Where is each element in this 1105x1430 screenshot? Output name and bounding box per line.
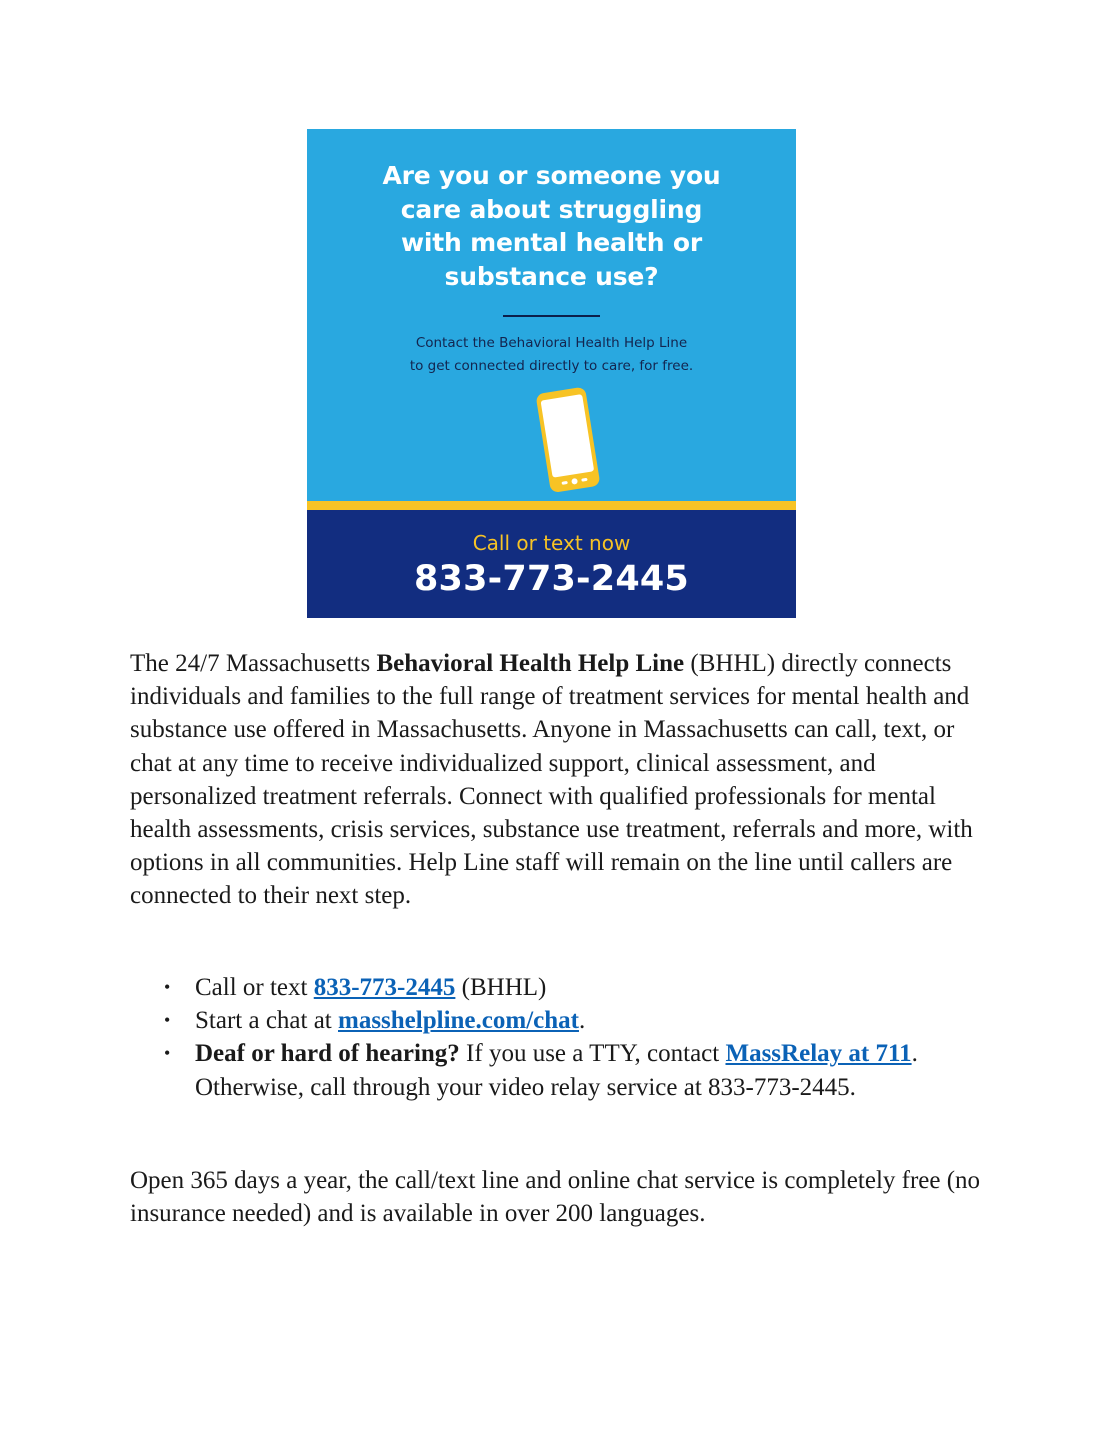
intro-body: (BHHL) directly connects individuals and families to the full range of treatment services for mental health and substance use offered in Massachusetts. Anyone in Massachusetts can call, text, or chat at any time to receive individualized support, clinical assessment, and personalized treatment referrals. Connect with qualified professionals for mental health assessments, crisis services, substance use treatment, referrals and more, with options in all communities. Help Line staff will remain on the line until callers are connected to their next step. bbox=[130, 650, 973, 910]
deaf-suffix: . Otherwise, call through your video relay service at 833-773-2445. bbox=[195, 1040, 918, 1101]
bullet-marker: • bbox=[164, 1010, 171, 1031]
helpline-name: Behavioral Health Help Line bbox=[376, 650, 685, 677]
phone-link[interactable]: 833-773-2445 bbox=[313, 974, 456, 1001]
list-item-deaf bbox=[130, 1037, 990, 1103]
banner-headline: Are you or someone you care about struggling with mental health or substance use? bbox=[382, 161, 721, 291]
deaf-prefix: If you use a TTY, contact bbox=[459, 1040, 726, 1068]
chat-suffix: . bbox=[578, 1007, 586, 1035]
chat-prefix: Start a chat at bbox=[195, 1007, 338, 1035]
helpline-banner bbox=[307, 129, 796, 618]
intro-paragraph bbox=[130, 647, 990, 913]
contact-options-list bbox=[130, 971, 990, 1104]
intro-lead: The 24/7 Massachusetts bbox=[130, 650, 377, 677]
deaf-heading: Deaf or hard of hearing? bbox=[195, 1040, 460, 1068]
bullet-marker: • bbox=[164, 1043, 171, 1064]
call-prefix: Call or text bbox=[195, 974, 314, 1001]
banner-cta: Call or text now bbox=[472, 531, 631, 555]
banner-divider-stripe bbox=[307, 501, 796, 510]
banner-rule bbox=[503, 315, 600, 317]
list-item-call bbox=[130, 971, 990, 1004]
massrelay-link[interactable]: MassRelay at 711 bbox=[725, 1040, 912, 1068]
list-item-chat bbox=[130, 1004, 990, 1037]
chat-link[interactable]: masshelpline.com/chat bbox=[338, 1007, 579, 1035]
banner-subtext: Contact the Behavioral Health Help Line to get connected directly to care, for free. bbox=[409, 335, 694, 374]
call-suffix: (BHHL) bbox=[455, 974, 547, 1001]
banner-phone-number: 833-773-2445 bbox=[414, 559, 689, 599]
smartphone-icon bbox=[529, 384, 605, 496]
bullet-marker: • bbox=[164, 977, 171, 997]
closing-paragraph: Open 365 days a year, the call/text line and online chat service is completely free (no insurance needed) and is available in over 200 languages. bbox=[130, 1167, 981, 1228]
